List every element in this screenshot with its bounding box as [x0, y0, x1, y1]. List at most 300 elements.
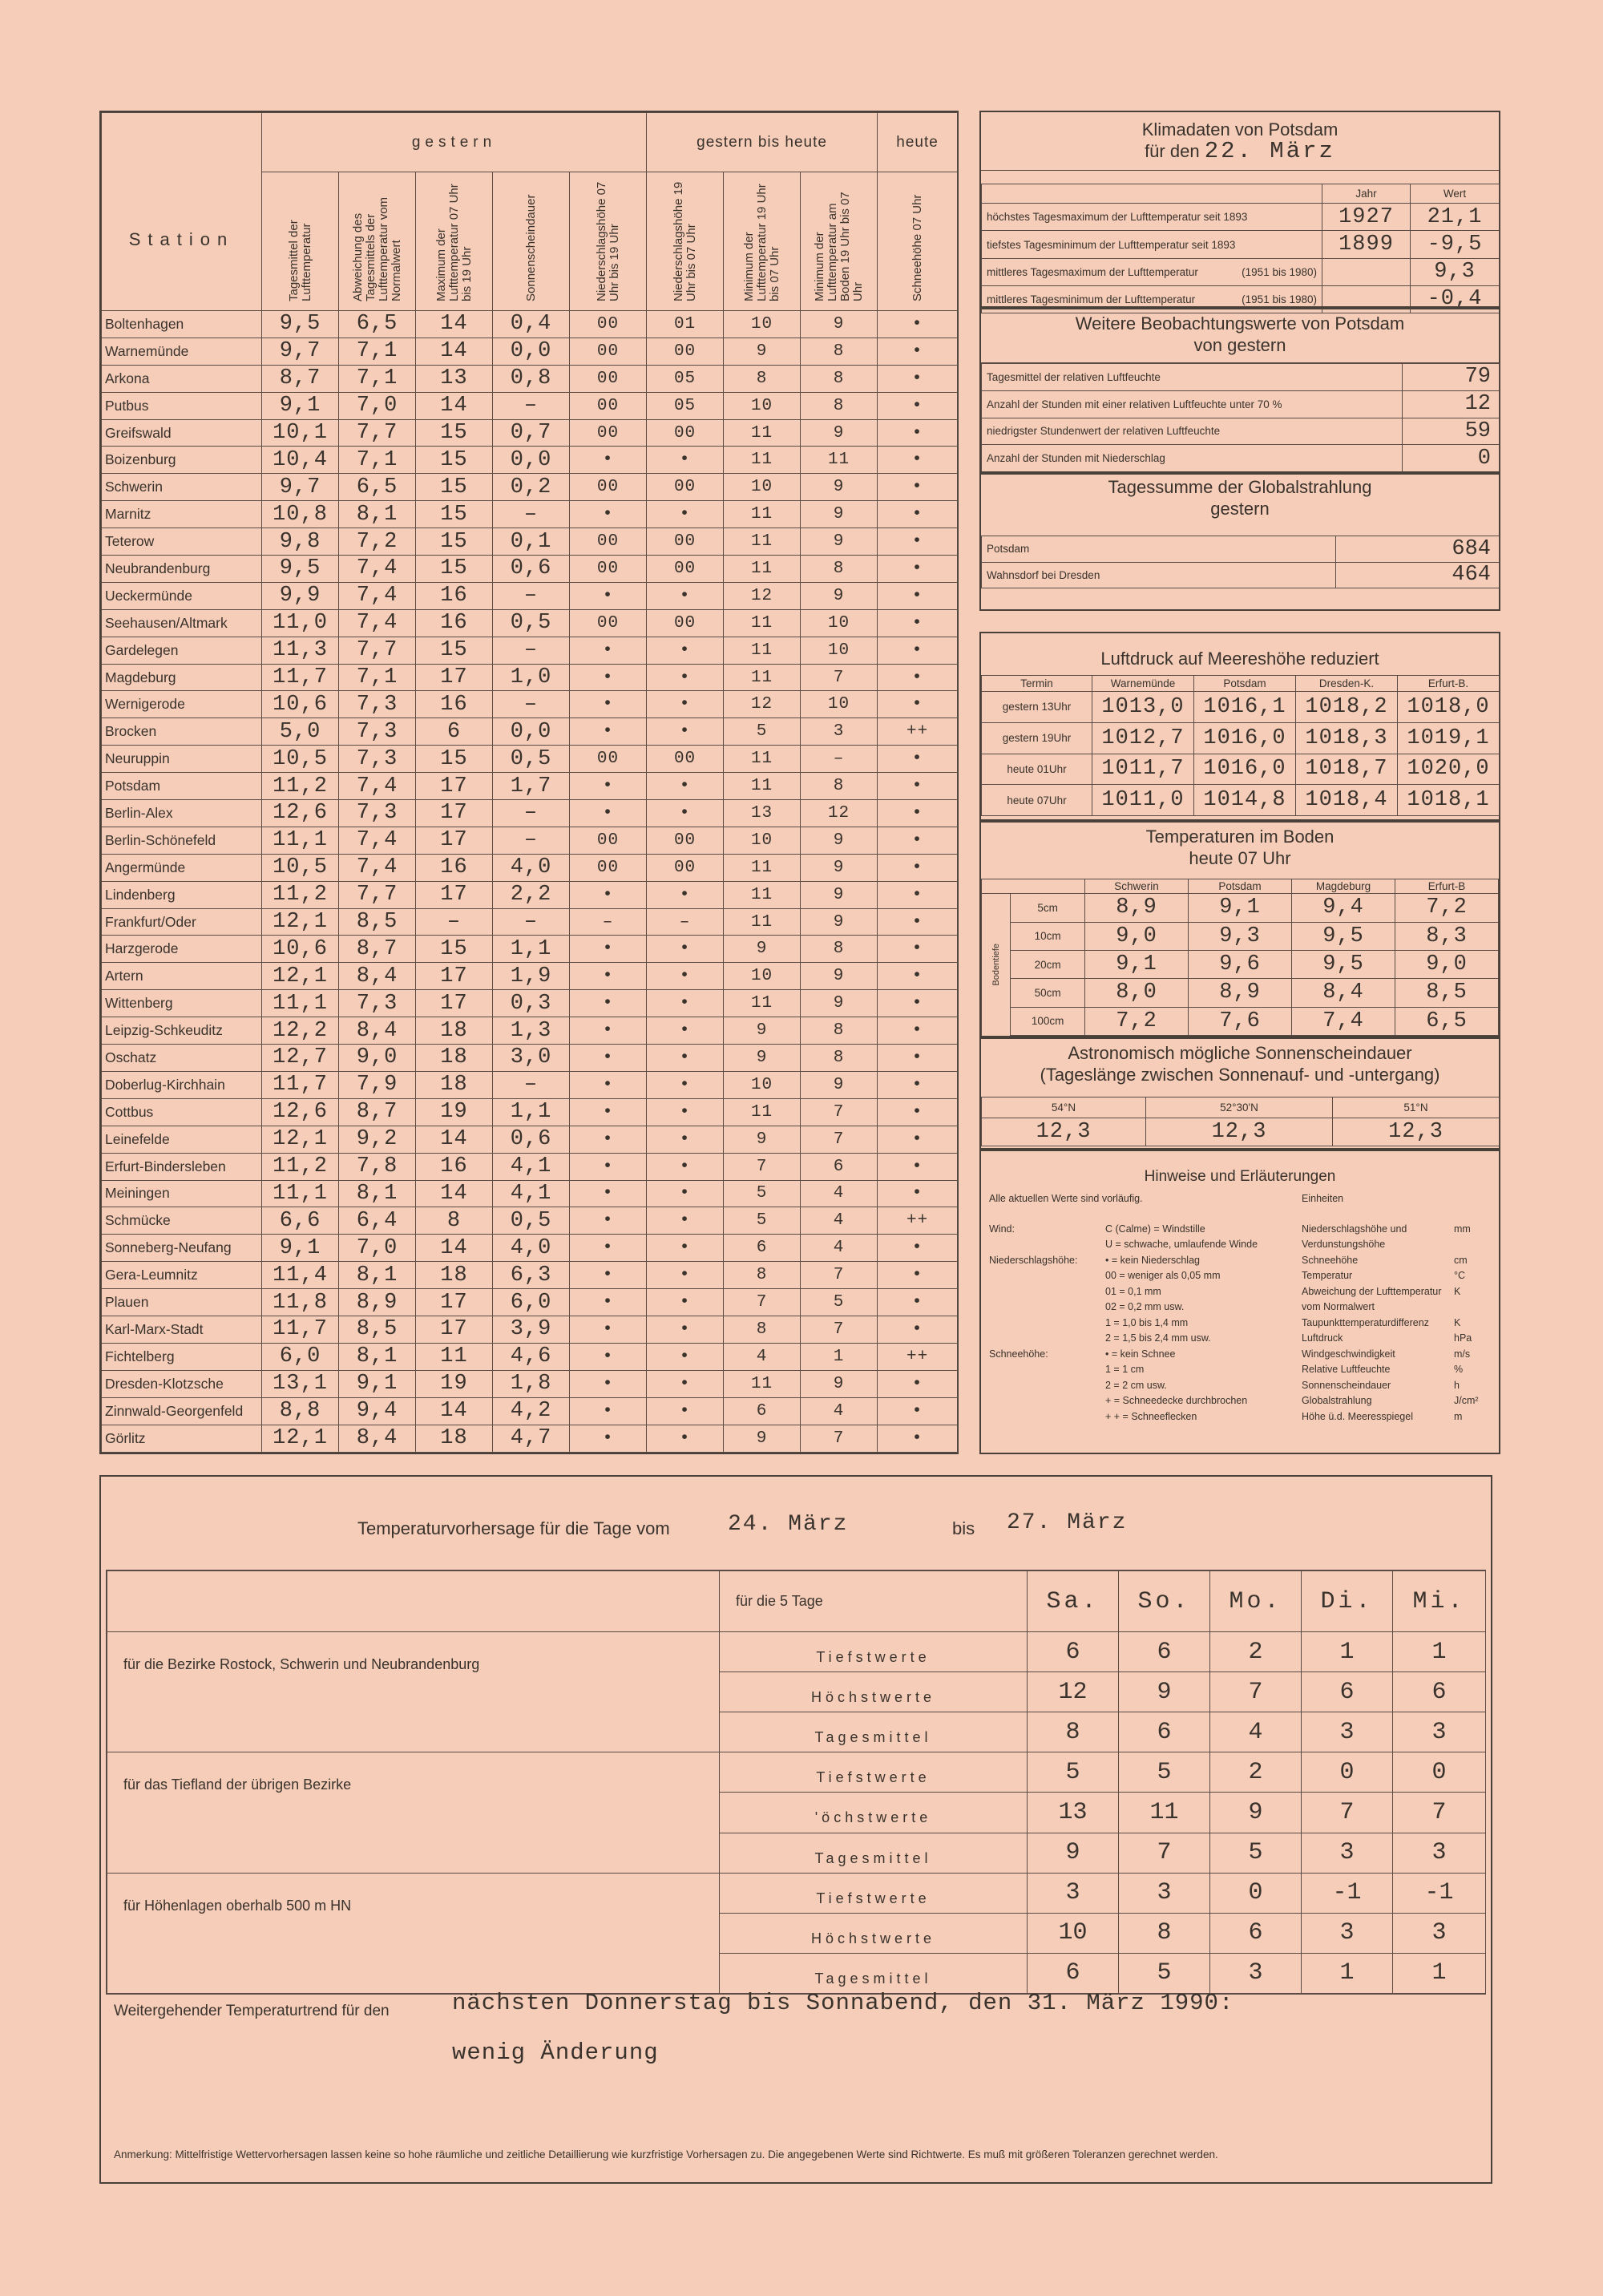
station-value: 6,5 [339, 311, 416, 338]
klima-row [982, 258, 1500, 285]
station-value: • [878, 881, 958, 908]
station-value: • [570, 1316, 647, 1343]
unit-unit: °C [1454, 1270, 1466, 1281]
station-value: 1,3 [493, 1017, 570, 1045]
forecast-value: 6 [1119, 1632, 1210, 1672]
station-value: 00 [647, 827, 724, 854]
station-value: 9 [801, 1370, 878, 1397]
station-value: 7,4 [339, 773, 416, 800]
forecast-value: 4 [1210, 1712, 1302, 1752]
station-value: 8,1 [339, 1343, 416, 1370]
station-value: 11 [724, 1098, 801, 1126]
station-value: 9 [724, 1017, 801, 1045]
station-value: 00 [647, 609, 724, 637]
klima-label [982, 204, 1322, 231]
station-name: Greifswald [102, 419, 262, 447]
luftdruck-value: 1018,1 [1398, 785, 1500, 816]
station-value: 12 [724, 582, 801, 609]
klima-label-range: (1951 bis 1980) [1242, 265, 1317, 278]
station-value: 7 [801, 1425, 878, 1452]
column-header-label: Niederschlagshöhe 07 Uhr bis 19 Uhr [594, 181, 621, 301]
station-row [102, 1153, 958, 1180]
boden-side-label [982, 894, 1011, 1036]
station-value: • [878, 990, 958, 1017]
station-value: 11 [724, 528, 801, 556]
boden-value: 8,0 [1085, 979, 1189, 1007]
forecast-corner [107, 1571, 720, 1632]
station-value: • [570, 1370, 647, 1397]
station-value: 00 [570, 746, 647, 773]
station-row [102, 1425, 958, 1452]
station-value: • [570, 1397, 647, 1425]
global-title: Tagessumme der Globalstrahlung [1108, 477, 1372, 497]
boden-value: 9,4 [1292, 894, 1395, 922]
station-value: 7 [801, 1316, 878, 1343]
station-value: 7,3 [339, 800, 416, 827]
unit-name: Taupunkttemperaturdifferenz [1302, 1316, 1429, 1328]
station-value: 7,7 [339, 419, 416, 447]
station-row [102, 447, 958, 474]
forecast-value: 3 [1119, 1873, 1210, 1913]
station-value: • [647, 691, 724, 718]
station-row [102, 311, 958, 338]
boden-corner [1011, 879, 1085, 894]
boden-row [982, 922, 1499, 950]
station-value: 7,8 [339, 1153, 416, 1180]
station-value: 7,1 [339, 338, 416, 365]
unit-name: Niederschlagshöhe und Verdunstungshöhe [1302, 1223, 1407, 1250]
station-value: • [647, 1017, 724, 1045]
group-header-gestern-bis-heute: gestern bis heute [647, 113, 878, 172]
station-value: 00 [570, 528, 647, 556]
forecast-region: für die Bezirke Rostock, Schwerin und Neubrandenburg [107, 1632, 720, 1752]
station-value: 10 [801, 637, 878, 664]
station-value: 8 [724, 1262, 801, 1289]
luftdruck-value: 1019,1 [1398, 722, 1500, 754]
luftdruck-header: Termin [982, 676, 1092, 692]
station-value: 17 [416, 800, 493, 827]
station-name: Marnitz [102, 501, 262, 528]
station-value: • [647, 1235, 724, 1262]
station-value: • [570, 936, 647, 963]
station-value: 10,4 [262, 447, 339, 474]
hinweis-line: U = schwache, umlaufende Winde [1105, 1239, 1258, 1250]
station-value: 18 [416, 1425, 493, 1452]
klima-year: 1927 [1322, 204, 1411, 231]
station-row [102, 664, 958, 691]
station-value: 12,6 [262, 800, 339, 827]
station-table [99, 111, 959, 1454]
station-value: 11 [724, 908, 801, 936]
boden-value: 9,6 [1189, 950, 1292, 978]
station-row [102, 1017, 958, 1045]
unit-name: Abweichung der Lufttemperatur vom Normalwert [1302, 1285, 1442, 1312]
station-value: • [878, 854, 958, 881]
station-value: • [878, 1153, 958, 1180]
astro-subtitle: (Tageslänge zwischen Sonnenauf- und -untergang) [1040, 1065, 1440, 1085]
boden-value: 9,1 [1085, 950, 1189, 978]
station-row [102, 419, 958, 447]
forecast-value: 6 [1028, 1953, 1119, 1993]
station-value: 00 [647, 338, 724, 365]
astro-header: 54°N [982, 1097, 1146, 1118]
station-value: 5,0 [262, 718, 339, 746]
station-value: 11 [724, 1370, 801, 1397]
station-value: 14 [416, 338, 493, 365]
station-value: 00 [570, 392, 647, 419]
global-label: Wahnsdorf bei Dresden [982, 562, 1336, 588]
station-row [102, 854, 958, 881]
station-value: • [878, 746, 958, 773]
station-value: 00 [647, 854, 724, 881]
luftdruck-termin: gestern 13Uhr [982, 692, 1092, 723]
boden-value: 8,9 [1085, 894, 1189, 922]
station-value: 9 [724, 1126, 801, 1153]
station-value: 16 [416, 582, 493, 609]
station-value: 11 [724, 664, 801, 691]
forecast-row-label: Tiefstwerte [720, 1632, 1028, 1672]
forecast-date-from: 24. März [728, 1512, 849, 1537]
station-name: Plauen [102, 1289, 262, 1316]
station-value: • [878, 1370, 958, 1397]
station-value: 14 [416, 1235, 493, 1262]
klima-label [982, 258, 1322, 285]
astro-header-row [982, 1097, 1500, 1118]
station-value: • [570, 800, 647, 827]
unit-name: Relative Luftfeuchte [1302, 1364, 1391, 1375]
station-value: 8,9 [339, 1289, 416, 1316]
station-value: 0,3 [493, 990, 570, 1017]
station-value: 00 [647, 528, 724, 556]
weitere-label: Tagesmittel der relativen Luftfeuchte [982, 364, 1403, 391]
station-value: 0,5 [493, 746, 570, 773]
forecast-value: 7 [1119, 1833, 1210, 1873]
forecast-date-to: 27. März [1007, 1510, 1128, 1535]
station-value: 1 [801, 1343, 878, 1370]
unit-unit: hPa [1454, 1332, 1472, 1344]
station-name: Cottbus [102, 1098, 262, 1126]
station-value: 12 [801, 800, 878, 827]
station-value: 1,8 [493, 1370, 570, 1397]
weitere-label: niedrigster Stundenwert der relativen Luftfeuchte [982, 418, 1403, 445]
boden-row [982, 979, 1499, 1007]
station-value: 10 [724, 474, 801, 501]
hinweis-line: 01 = 0,1 mm [1105, 1285, 1161, 1297]
station-value: • [647, 1098, 724, 1126]
boden-corner [982, 879, 1011, 894]
station-row [102, 1180, 958, 1207]
station-value: 17 [416, 990, 493, 1017]
unit-row [1302, 1284, 1494, 1316]
schnee-label: Schneehöhe: [989, 1348, 1048, 1360]
forecast-value: 3 [1393, 1913, 1486, 1953]
station-value: 4,1 [493, 1153, 570, 1180]
klima-col-value: Wert [1411, 184, 1500, 204]
station-value: 15 [416, 419, 493, 447]
station-value: 8,8 [262, 1397, 339, 1425]
station-name: Frankfurt/Oder [102, 908, 262, 936]
forecast-value: 5 [1119, 1752, 1210, 1793]
boden-depth: 50cm [1011, 979, 1085, 1007]
station-value: • [570, 1262, 647, 1289]
station-row [102, 609, 958, 637]
luftdruck-value: 1016,1 [1194, 692, 1296, 723]
luftdruck-header: Potsdam [1194, 676, 1296, 692]
unit-name: Sonnenscheindauer [1302, 1379, 1391, 1391]
weitere-value: 12 [1403, 390, 1500, 418]
station-value: • [878, 1098, 958, 1126]
station-value: 0,6 [493, 556, 570, 583]
station-name: Karl-Marx-Stadt [102, 1316, 262, 1343]
forecast-intro: Temperaturvorhersage für die Tage vom [357, 1518, 670, 1538]
station-value: 9 [801, 827, 878, 854]
station-value: – [493, 691, 570, 718]
forecast-value: 3 [1302, 1833, 1393, 1873]
station-value: 3,0 [493, 1045, 570, 1072]
hinweis-line: 2 = 1,5 bis 2,4 mm usw. [1105, 1332, 1211, 1344]
unit-unit: m/s [1454, 1348, 1471, 1360]
station-value: • [570, 447, 647, 474]
station-value: • [647, 637, 724, 664]
station-row [102, 1045, 958, 1072]
boden-value: 7,2 [1395, 894, 1499, 922]
station-value: 7 [801, 664, 878, 691]
station-value: 00 [570, 609, 647, 637]
forecast-bis: bis [952, 1518, 975, 1538]
forecast-value: 5 [1210, 1833, 1302, 1873]
station-value: 19 [416, 1370, 493, 1397]
station-value: 1,1 [493, 936, 570, 963]
station-value: 13 [724, 800, 801, 827]
station-value: 5 [724, 1207, 801, 1235]
station-value: • [570, 881, 647, 908]
station-value: 11,0 [262, 609, 339, 637]
station-value: 12,2 [262, 1017, 339, 1045]
forecast-value: 0 [1302, 1752, 1393, 1793]
forecast-row-label: Tiefstwerte [720, 1752, 1028, 1793]
station-value: 9,5 [262, 556, 339, 583]
station-name: Potsdam [102, 773, 262, 800]
station-value: 11 [724, 501, 801, 528]
station-value: 7,1 [339, 447, 416, 474]
station-value: 9,7 [262, 474, 339, 501]
boden-value: 7,2 [1085, 1007, 1189, 1035]
station-value: 7 [801, 1262, 878, 1289]
station-row [102, 1126, 958, 1153]
boden-header-row [982, 879, 1499, 894]
luftdruck-value: 1018,7 [1296, 754, 1398, 785]
luftdruck-row [982, 722, 1500, 754]
forecast-value: 10 [1028, 1913, 1119, 1953]
station-row [102, 556, 958, 583]
station-value: • [647, 1343, 724, 1370]
station-value: 8 [801, 936, 878, 963]
unit-unit: cm [1454, 1254, 1468, 1266]
station-value: – [801, 746, 878, 773]
unit-row [1302, 1409, 1494, 1425]
boden-value: 8,4 [1292, 979, 1395, 1007]
station-value: 7,4 [339, 556, 416, 583]
unit-name: Globalstrahlung [1302, 1395, 1372, 1406]
station-value: 4 [801, 1180, 878, 1207]
station-name: Lindenberg [102, 881, 262, 908]
luftdruck-value: 1018,4 [1296, 785, 1398, 816]
column-header-label: Minimum der Lufttemperatur 19 Uhr bis 07 Uhr [741, 184, 781, 301]
trend-label: Weitergehender Temperaturtrend für den [114, 2003, 390, 2019]
station-value: • [647, 1207, 724, 1235]
unit-unit: mm [1454, 1223, 1471, 1235]
station-value: 11 [724, 637, 801, 664]
station-name: Sonneberg-Neufang [102, 1235, 262, 1262]
station-value: 8,7 [339, 936, 416, 963]
station-value: 1,7 [493, 773, 570, 800]
station-value: 00 [570, 365, 647, 392]
forecast-value: 0 [1393, 1752, 1486, 1793]
forecast-row [107, 1873, 1486, 1913]
station-value: • [878, 800, 958, 827]
station-value: 10 [724, 392, 801, 419]
station-value: 8,4 [339, 1017, 416, 1045]
unit-unit: h [1454, 1379, 1460, 1391]
station-value: 9,7 [262, 338, 339, 365]
station-value: • [647, 963, 724, 990]
station-value: 8 [801, 773, 878, 800]
station-value: 9 [724, 1045, 801, 1072]
station-name: Schmücke [102, 1207, 262, 1235]
klimadaten-box [979, 111, 1500, 312]
astro-value-row [982, 1118, 1500, 1146]
station-value: 15 [416, 936, 493, 963]
station-value: 9 [801, 528, 878, 556]
forecast-region: für Höhenlagen oberhalb 500 m HN [107, 1873, 720, 1993]
klima-year: 1899 [1322, 231, 1411, 258]
station-value: 6,0 [493, 1289, 570, 1316]
station-row [102, 718, 958, 746]
station-name: Leinefelde [102, 1126, 262, 1153]
station-value: • [570, 1343, 647, 1370]
station-value: 9,1 [262, 392, 339, 419]
station-value: 13,1 [262, 1370, 339, 1397]
station-value: • [878, 528, 958, 556]
station-value: • [878, 1425, 958, 1452]
station-value: 10,5 [262, 854, 339, 881]
forecast-row-label: Tiefstwerte [720, 1873, 1028, 1913]
station-value: 11 [724, 419, 801, 447]
boden-box [979, 819, 1500, 1039]
station-value: 4 [724, 1343, 801, 1370]
station-value: • [647, 881, 724, 908]
station-value: 3,9 [493, 1316, 570, 1343]
weitere-row [982, 390, 1500, 418]
station-value: • [878, 1126, 958, 1153]
forecast-day: Di. [1302, 1571, 1393, 1632]
station-value: 8 [801, 1017, 878, 1045]
station-row [102, 1262, 958, 1289]
station-row [102, 365, 958, 392]
station-name: Wernigerode [102, 691, 262, 718]
boden-header: Magdeburg [1292, 879, 1395, 894]
station-value: ++ [878, 718, 958, 746]
klima-label-text: mittleres Tagesmaximum der Lufttemperatur [987, 265, 1198, 278]
luftdruck-value: 1018,0 [1398, 692, 1500, 723]
luftdruck-header: Dresden-K. [1296, 676, 1398, 692]
five-days-label: für die 5 Tage [720, 1571, 1028, 1632]
station-value: 6,6 [262, 1207, 339, 1235]
footnote: Anmerkung: Mittelfristige Wettervorhersagen lassen keine so hohe räumliche und zeitliche Detaillierung wie kurzfristige Vorhersagen zu. Die angegebenen Werte sind Richtwerte. Es muß mit größeren Toleranzen gerechnet werden. [114, 2148, 1218, 2161]
station-value: 11 [724, 447, 801, 474]
unit-name: Luftdruck [1302, 1332, 1343, 1344]
forecast-value: 1 [1393, 1953, 1486, 1993]
station-row [102, 1343, 958, 1370]
luftdruck-header: Warnemünde [1092, 676, 1194, 692]
station-name: Görlitz [102, 1425, 262, 1452]
unit-row [1302, 1222, 1494, 1253]
station-value: 11 [724, 609, 801, 637]
weitere-value: 0 [1403, 445, 1500, 472]
station-value: • [878, 691, 958, 718]
station-value: 8 [724, 365, 801, 392]
station-row [102, 582, 958, 609]
station-value: 01 [647, 311, 724, 338]
station-value: 12,1 [262, 1425, 339, 1452]
column-header-label: Abweichung des Tagesmittels der Lufttemperatur vom Normalwert [350, 196, 403, 301]
station-value: • [570, 963, 647, 990]
station-name: Ueckermünde [102, 582, 262, 609]
station-value: • [570, 990, 647, 1017]
boden-subtitle: heute 07 Uhr [1189, 848, 1291, 868]
station-value: 0,0 [493, 718, 570, 746]
station-value: • [878, 1017, 958, 1045]
luftdruck-value: 1016,0 [1194, 722, 1296, 754]
station-value: 00 [570, 827, 647, 854]
station-value: 7,2 [339, 528, 416, 556]
station-value: 4 [801, 1207, 878, 1235]
boden-depth: 10cm [1011, 922, 1085, 950]
column-header-label: Sonnenscheindauer [523, 194, 538, 301]
station-value: 00 [570, 556, 647, 583]
station-value: 9,1 [339, 1370, 416, 1397]
station-name: Brocken [102, 718, 262, 746]
luftdruck-value: 1018,2 [1296, 692, 1398, 723]
station-name: Leipzig-Schkeuditz [102, 1017, 262, 1045]
forecast-value: 1 [1302, 1953, 1393, 1993]
station-value: • [570, 1289, 647, 1316]
station-value: 7 [724, 1153, 801, 1180]
station-value: 9 [801, 311, 878, 338]
station-row [102, 1235, 958, 1262]
klima-label [982, 231, 1322, 258]
station-value: • [878, 664, 958, 691]
station-value: 7,7 [339, 881, 416, 908]
station-row [102, 474, 958, 501]
hinweis-line: 2 = 2 cm usw. [1105, 1379, 1167, 1391]
station-value: 00 [570, 474, 647, 501]
station-value: 11 [724, 854, 801, 881]
weitere-label: Anzahl der Stunden mit Niederschlag [982, 445, 1403, 472]
station-row [102, 963, 958, 990]
station-name: Gera-Leumnitz [102, 1262, 262, 1289]
forecast-value: 9 [1210, 1793, 1302, 1833]
station-value: • [570, 1153, 647, 1180]
station-name: Schwerin [102, 474, 262, 501]
boden-header: Erfurt-B [1395, 879, 1499, 894]
station-row [102, 501, 958, 528]
boden-depth: 5cm [1011, 894, 1085, 922]
station-value: 11,4 [262, 1262, 339, 1289]
klima-label-text: höchstes Tagesmaximum der Lufttemperatur seit 1893 [987, 211, 1248, 224]
station-value: 4,0 [493, 1235, 570, 1262]
boden-side-text: Bodentiefe [991, 944, 1001, 986]
